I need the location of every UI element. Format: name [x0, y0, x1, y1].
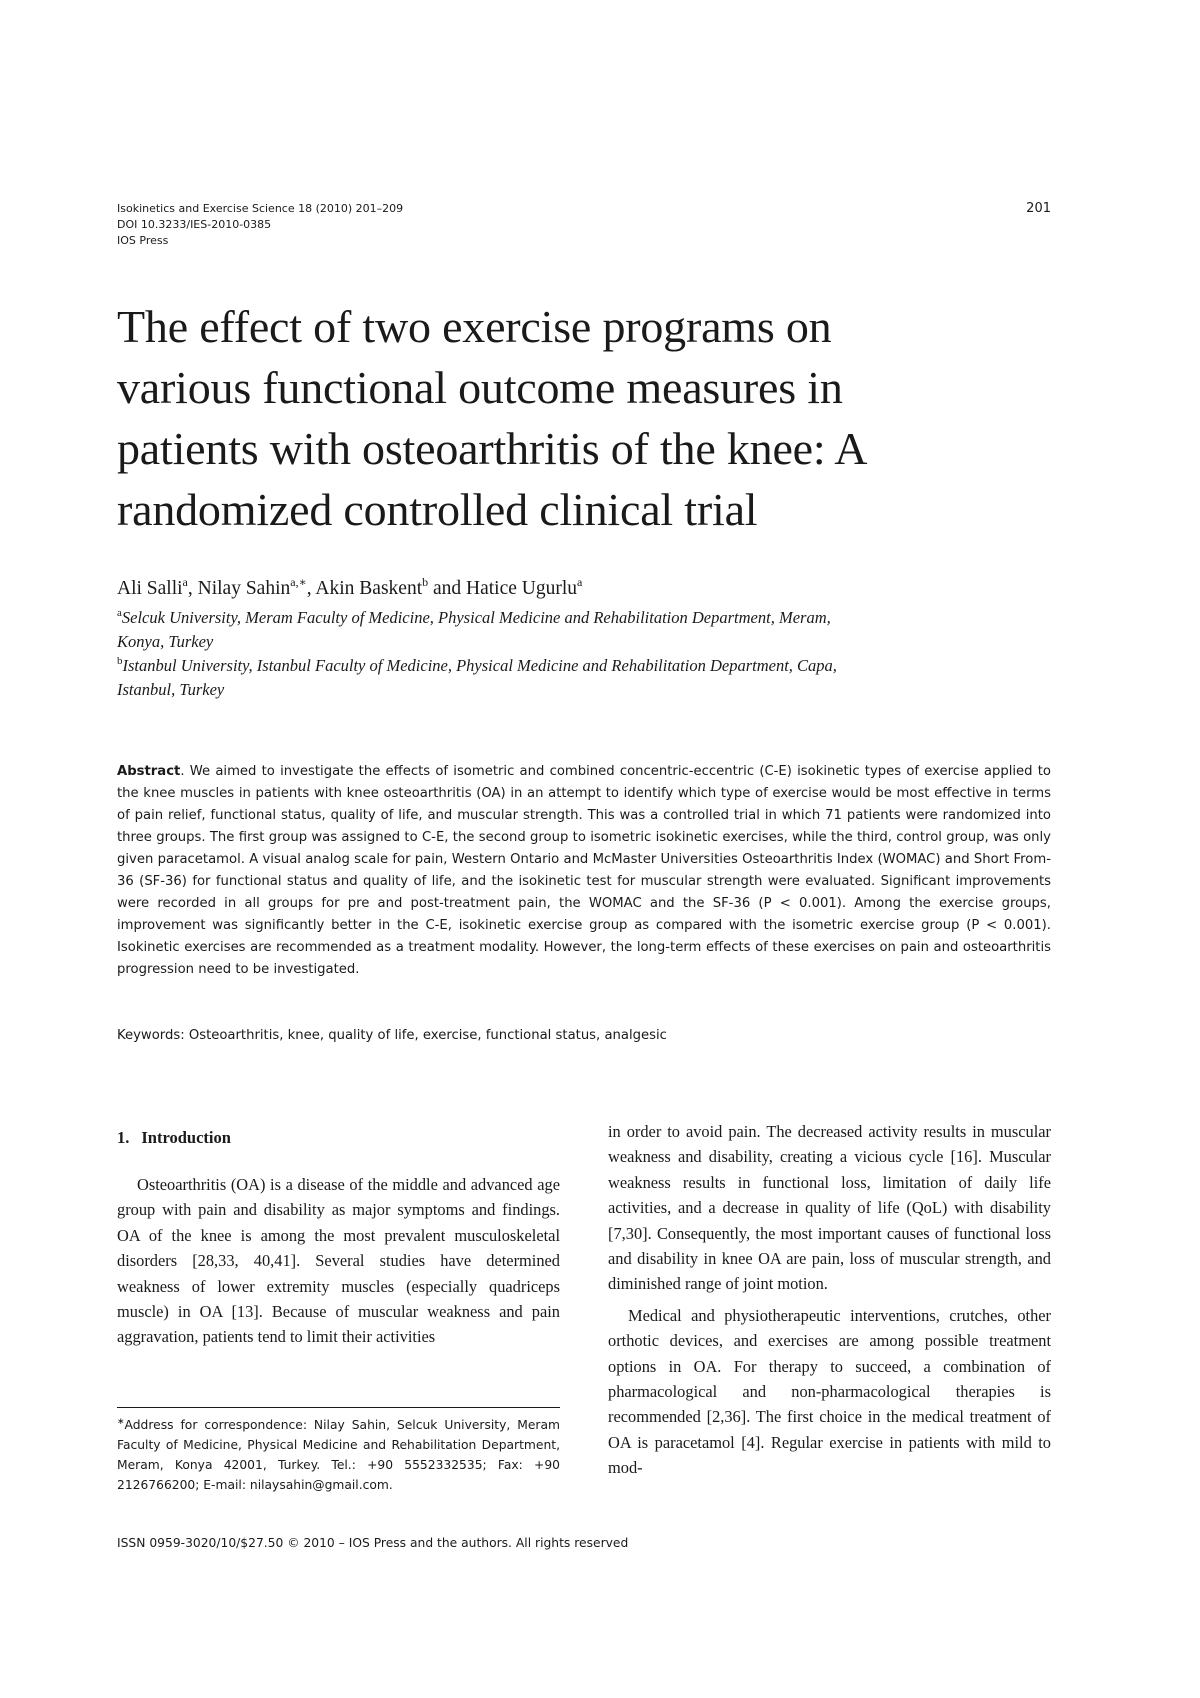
- author-affiliation-mark: a,∗: [290, 575, 307, 589]
- affiliation-mark: b: [117, 655, 123, 667]
- journal-citation: Isokinetics and Exercise Science 18 (2010) 201–209: [117, 202, 404, 215]
- body-paragraph: Osteoarthritis (OA) is a disease of the middle and advanced age group with pain and disability as major symptoms and findings. OA of the knee is among the most prevalent musculoskeletal disorders [28,33, 40,41]. Several studies have determined weakness of lower extremity muscles (especially quadriceps muscle) in OA [13]. Because of muscular weakness and pain aggravation, patients tend to limit their activities: [117, 1175, 560, 1347]
- author-separator: ,: [187, 578, 198, 599]
- body-column-right: [608, 1119, 1051, 1487]
- copyright-line: ISSN 0959-3020/10/$27.50 © 2010 – IOS Press and the authors. All rights reserved: [117, 1536, 629, 1550]
- author-name: Nilay Sahin: [197, 578, 291, 599]
- title-line: randomized controlled clinical trial: [117, 484, 758, 535]
- publisher: IOS Press: [117, 234, 169, 247]
- affiliation-text: Istanbul University, Istanbul Faculty of Medicine, Physical Medicine and Rehabilitation Department, Capa,: [122, 656, 837, 675]
- keywords: Keywords: Osteoarthritis, knee, quality of life, exercise, functional status, analgesic: [117, 1028, 667, 1043]
- paper-title: [117, 296, 1057, 540]
- affiliation-b: [117, 654, 1057, 702]
- running-header: [117, 201, 1051, 249]
- author-list: [117, 575, 583, 600]
- title-line: patients with osteoarthritis of the knee: A: [117, 423, 868, 474]
- abstract: [117, 761, 1051, 981]
- author-separator: ,: [306, 578, 316, 599]
- footnote-text: Address for correspondence: Nilay Sahin, Selcuk University, Meram Faculty of Medicine, Physical Medicine and Rehabilitation Department, Meram, Konya 42001, Turkey. Tel.: +90 5552332535; Fax: +90 2126766200; E-mail: nilaysahin@gmail.com.: [117, 1418, 560, 1492]
- author-affiliation-mark: a: [182, 575, 188, 589]
- affiliation-text: Selcuk University, Meram Faculty of Medicine, Physical Medicine and Rehabilitation Department, Meram,: [121, 608, 831, 627]
- affiliation-a: [117, 606, 1057, 654]
- author-name: Ali Salli: [117, 578, 183, 599]
- body-paragraph: Medical and physiotherapeutic interventions, crutches, other orthotic devices, and exercises are among possible treatment options in OA. For therapy to succeed, a combination of pharmacological and non-pharmacological therapies is recommended [2,36]. The first choice in the medical treatment of OA is paracetamol [4]. Regular exercise in patients with mild to mod-: [608, 1305, 1051, 1478]
- affiliation-text: Istanbul, Turkey: [117, 680, 225, 699]
- body-column-left: [117, 1128, 560, 1356]
- footnote-mark: ∗: [117, 1417, 125, 1427]
- correspondence-footnote: [117, 1415, 560, 1495]
- abstract-label: Abstract: [117, 764, 181, 779]
- doi[interactable]: DOI 10.3233/IES-2010-0385: [117, 218, 272, 231]
- page-number: 201: [1026, 201, 1051, 216]
- author-name: Hatice Ugurlu: [466, 578, 578, 599]
- author-affiliation-mark: b: [422, 575, 429, 589]
- section-heading: [117, 1128, 560, 1148]
- title-line: The effect of two exercise programs on: [117, 301, 832, 352]
- affiliation-mark: a: [117, 607, 122, 619]
- abstract-text: . We aimed to investigate the effects of isometric and combined concentric-eccentric (C-E) isokinetic types of exercise applied to the knee muscles in patients with knee osteoarthritis (OA) in an attempt to identify which type of exercise would be most effective in terms of pain relief, functional status, quality of life, and muscular strength. This was a controlled trial in which 71 patients were randomized into three groups. The first group was assigned to C-E, the second group to isometric isokinetic exercises, while the third, control group, was only given paracetamol. A visual analog scale for pain, Western Ontario and McMaster Universities Osteoarthritis Index (WOMAC) and Short From-36 (SF-36) for functional status and quality of life, and the isokinetic test for muscular strength were evaluated. Significant improvements were recorded in all groups for pre and post-treatment pain, the WOMAC and the SF-36 (P < 0.001). Among the exercise groups, improvement was significantly better in the C-E, isokinetic exercise group as compared with the isometric exercise group (P < 0.001). Isokinetic exercises are recommended as a treatment modality. However, the long-term effects of these exercises on pain and osteoarthritis progression need to be investigated.: [117, 764, 1051, 977]
- author-name: Akin Baskent: [315, 578, 423, 599]
- section-number: 1.: [117, 1128, 130, 1147]
- affiliation-text: Konya, Turkey: [117, 632, 214, 651]
- section-title: Introduction: [141, 1128, 231, 1147]
- body-paragraph: in order to avoid pain. The decreased activity results in muscular weakness and disability, creating a vicious cycle [16]. Muscular weakness results in functional loss, limitation of daily life activities, and a decrease in quality of life (QoL) with disability [7,30]. Consequently, the most important causes of functional loss and disability in knee OA are pain, loss of muscular strength, and diminished range of joint motion.: [608, 1122, 1051, 1294]
- title-line: various functional outcome measures in: [117, 362, 843, 413]
- author-conjunction: and: [428, 578, 467, 599]
- author-affiliation-mark: a: [577, 575, 583, 589]
- footnote-divider: [117, 1407, 560, 1408]
